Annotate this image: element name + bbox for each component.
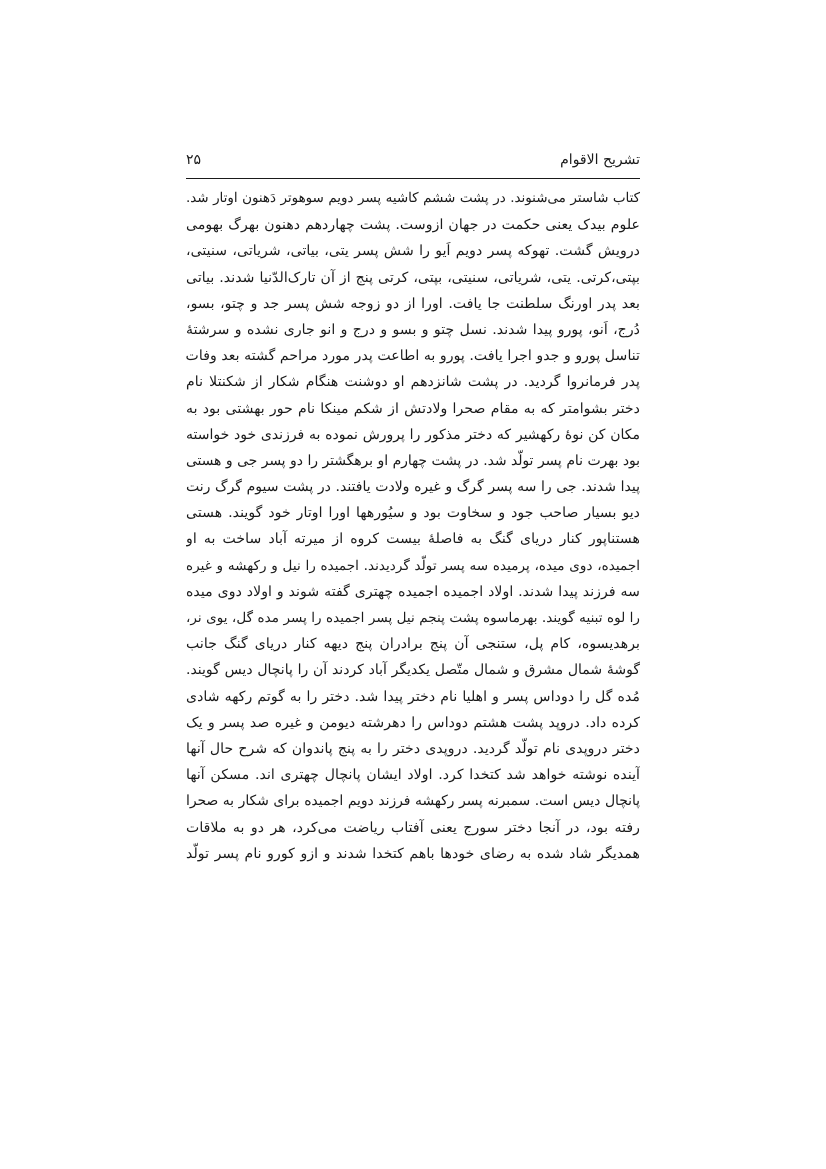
body-text xyxy=(186,186,640,867)
text-line: دیو بسیار صاحب جود و سخاوت بود و سیُورهها اورا اوتار خود گویند. هستی xyxy=(186,505,640,522)
text-line: دُرج، اَنو، پورو پیدا شدند. نسل چتو و بسو و درج و انو جاری نشده و سرشتهٔ xyxy=(186,321,640,338)
text-line: پدر فرمانروا گردید. در پشت شانزدهم او دوشنت هنگام شکار از شکنتلا نام xyxy=(186,374,640,391)
text-line: همدیگر شاد شده به رضای خودها باهم کتخدا شدند و ازو کورو نام پسر تولّد xyxy=(186,845,640,862)
text-line: بپتی،کرتی. یتی، شریاتی، سنیتی، بپتی، کرتی پنج از آن تارک‌الدّنیا شدند. بیاتی xyxy=(186,269,640,286)
text-line: مُده گل را دوداس پسر و اهلیا نام دختر پیدا شد. دختر را به گوتم رکهه شادی xyxy=(186,688,640,705)
running-header xyxy=(186,150,640,176)
text-line: پیدا شدند. جی را سه پسر گرگ و غیره ولادت یافتند. در پشت سیوم گرگ رنت xyxy=(186,479,640,496)
text-line: اجمیده، دوی میده، پرمیده سه پسر تولّد گردیدند. اجمیده را نیل و رکهشه و غیره xyxy=(186,557,640,574)
page-number: ۲۵ xyxy=(186,152,202,168)
text-line: سه فرزند پیدا شدند. اولاد اجمیده اجمیده چهتری گفته شوند و اولاد دوی میده xyxy=(186,583,640,600)
text-line: را لوه تبنیه گویند. بهرماسوه پشت پنجم نیل پسر اجمیده را پسر مده گل، یوی نر، xyxy=(186,610,640,626)
text-line: بعد پدر اورنگ سلطنت جا یافت. اورا از دو زوجه شش پسر جد و چتو، بسو، xyxy=(186,295,640,312)
text-line: دختر بشوامتر که به مقام صحرا ولادتش از شکم مینکا نام حور بهشتی بود به xyxy=(186,400,640,417)
text-line: مکان کن نوهٔ رکهشیر که دختر مذکور را پرورش نموده به فرزندی خود خواسته xyxy=(186,426,640,443)
running-title: تشریح الاقوام xyxy=(560,152,640,168)
text-line: پانچال دیس است. سمبرنه پسر رکهشه فرزند دویم اجمیده برای شکار به صحرا xyxy=(186,793,640,810)
text-line: درویش گشت. تهوکه پسر دویم اَیو را شش پسر یتی، بیاتی، شریاتی، سنیتی، xyxy=(186,243,640,260)
text-line: علوم بیدک یعنی حکمت در جهان ازوست. پشت چهاردهم دهنون بهرگ بهومی xyxy=(186,217,640,234)
text-line: آینده نوشته خواهد شد کتخدا کرد. اولاد ایشان پانچال چهتری اند. مسکن آنها xyxy=(186,767,640,784)
text-line: کتاب شاستر می‌شنوند. در پشت ششم کاشیه پسر دویم سوهوتر دَهنون اوتار شد. xyxy=(186,191,640,206)
text-line: تناسل پورو و جدو اجرا یافت. پورو به اطاعت پدر مورد مراحم گشته بعد وفات xyxy=(186,348,640,365)
text-line: گوشهٔ شمال مشرق و شمال متّصل یکدیگر آباد کردند آن را پانچال دیس گویند. xyxy=(186,662,640,679)
text-line: بود بهرت نام پسر تولّد شد. در پشت چهارم او برهگشتر را دو پسر جی و هستی xyxy=(186,452,640,469)
text-line: هستناپور کنار دریای گنگ به فاصلهٔ بیست کروه از میرته آباد ساخت به او xyxy=(186,531,640,548)
text-line: کرده داد. دروپد پشت هشتم دوداس را دهرشته دیومن و غیره صد پسر و یک xyxy=(186,714,640,731)
text-line: رفته بود، در آنجا دختر سورج یعنی آفتاب ریاضت می‌کرد، هر دو به ملاقات xyxy=(186,819,640,836)
text-line: برهدیسوه، کام پل، ستنجی آن پنج برادران پنج دیهه کنار دریای گنگ جانب xyxy=(186,636,640,653)
header-divider xyxy=(186,178,640,179)
text-line: دختر دروپدی نام تولّد گردید. دروپدی دختر را به پنج پاندوان که شرح حال آنها xyxy=(186,740,640,757)
